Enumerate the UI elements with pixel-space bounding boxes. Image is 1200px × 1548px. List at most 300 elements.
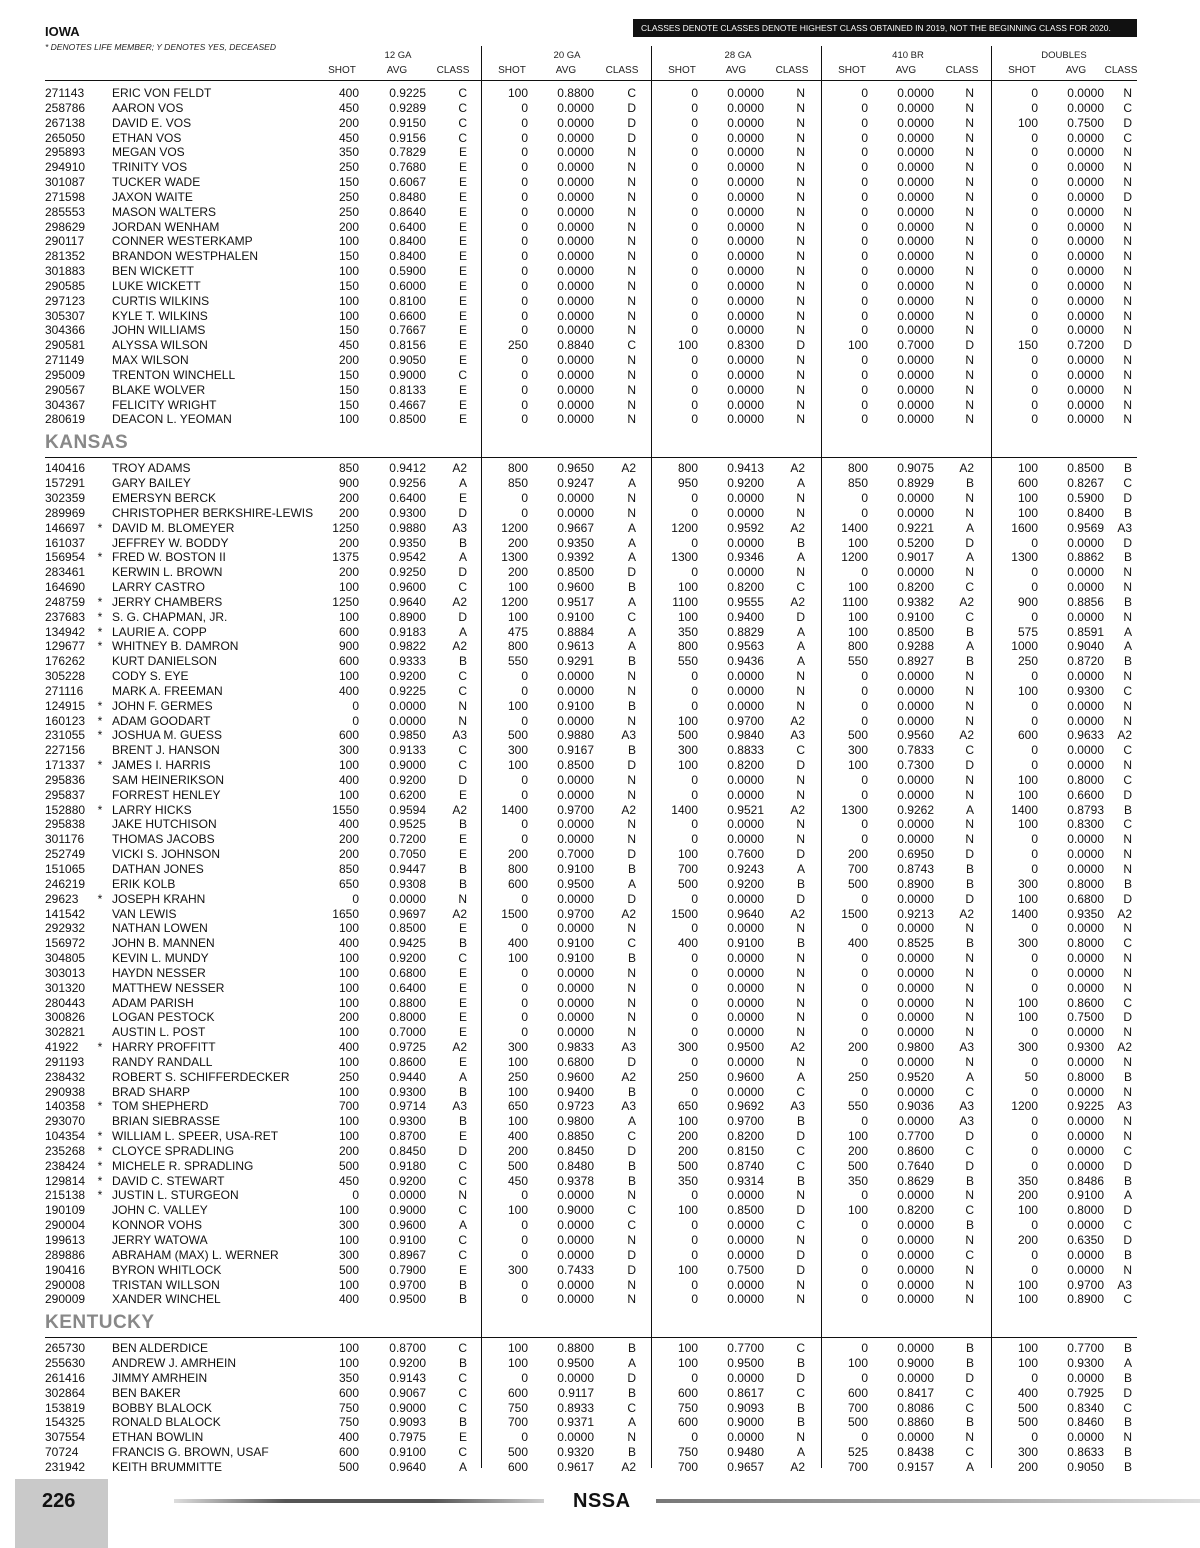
avg-12ga: 0.9289 <box>389 100 426 115</box>
shot-doubles: 600 <box>1017 476 1038 491</box>
class-12ga: C <box>458 1370 467 1385</box>
class-doubles: D <box>1123 787 1132 802</box>
shot-12ga: 100 <box>338 758 359 773</box>
member-name: FORREST HENLEY <box>112 787 221 802</box>
class-20ga: C <box>627 936 636 951</box>
class-20ga: N <box>627 713 636 728</box>
shot-28ga: 100 <box>677 1341 698 1356</box>
avg-410: 0.0000 <box>897 219 934 234</box>
shot-28ga: 0 <box>691 130 698 145</box>
shot-28ga: 0 <box>691 412 698 427</box>
shot-410: 100 <box>847 535 868 550</box>
table-row <box>0 877 1200 892</box>
avg-doubles: 0.0000 <box>1067 965 1104 980</box>
class-20ga: A3 <box>621 1040 636 1055</box>
member-name: CURTIS WILKINS <box>112 293 210 308</box>
class-doubles: N <box>1123 980 1132 995</box>
class-410: N <box>965 832 974 847</box>
shot-12ga: 1550 <box>332 802 359 817</box>
avg-410: 0.0000 <box>897 234 934 249</box>
shot-12ga: 750 <box>338 1400 359 1415</box>
table-row <box>0 699 1200 714</box>
shot-410: 800 <box>847 639 868 654</box>
member-name: BEN WICKETT <box>112 264 195 279</box>
avg-20ga: 0.9291 <box>557 654 594 669</box>
avg-12ga: 0.0000 <box>389 1188 426 1203</box>
avg-20ga: 0.9378 <box>557 1173 594 1188</box>
class-410: B <box>965 1415 974 1430</box>
table-row <box>0 580 1200 595</box>
shot-28ga: 0 <box>691 115 698 130</box>
avg-20ga: 0.8500 <box>557 758 594 773</box>
shot-12ga: 400 <box>338 936 359 951</box>
shot-410: 0 <box>861 1188 868 1203</box>
class-12ga: E <box>458 293 467 308</box>
shot-28ga: 0 <box>691 772 698 787</box>
class-28ga: D <box>796 1247 805 1262</box>
shot-20ga: 0 <box>521 234 528 249</box>
avg-doubles: 0.8633 <box>1067 1445 1104 1460</box>
table-row <box>0 996 1200 1011</box>
class-410: B <box>965 936 974 951</box>
class-12ga: C <box>458 683 467 698</box>
shot-410: 0 <box>861 308 868 323</box>
member-id: 265730 <box>45 1341 86 1356</box>
class-12ga: C <box>458 115 467 130</box>
member-name: BOBBY BLALOCK <box>112 1400 212 1415</box>
shot-12ga: 100 <box>338 1084 359 1099</box>
class-28ga: N <box>796 145 805 160</box>
shot-doubles: 100 <box>1017 772 1038 787</box>
class-20ga: N <box>627 308 636 323</box>
avg-doubles: 0.0000 <box>1067 1370 1104 1385</box>
class-12ga: B <box>458 1415 467 1430</box>
shot-28ga: 0 <box>691 891 698 906</box>
col-header-shot: SHOT <box>838 65 866 76</box>
shot-20ga: 100 <box>507 86 528 100</box>
table-row <box>0 145 1200 160</box>
avg-20ga: 0.0000 <box>557 505 594 520</box>
shot-20ga: 100 <box>507 609 528 624</box>
class-12ga: B <box>458 1292 467 1307</box>
avg-20ga: 0.9247 <box>557 476 594 491</box>
class-28ga: B <box>796 1415 805 1430</box>
avg-28ga: 0.8829 <box>727 624 764 639</box>
shot-410: 550 <box>847 654 868 669</box>
avg-28ga: 0.0000 <box>727 189 764 204</box>
member-name: JOSEPH KRAHN <box>112 891 206 906</box>
table-row <box>0 728 1200 743</box>
avg-28ga: 0.0000 <box>727 1084 764 1099</box>
member-name: JERRY WATOWA <box>112 1233 208 1247</box>
member-id: 285553 <box>45 204 86 219</box>
member-id: 227156 <box>45 743 86 758</box>
avg-20ga: 0.8884 <box>557 624 594 639</box>
avg-410: 0.0000 <box>897 772 934 787</box>
shot-28ga: 750 <box>677 1400 698 1415</box>
class-20ga: A <box>627 520 636 535</box>
shot-20ga: 250 <box>507 338 528 353</box>
member-id: 303013 <box>45 965 86 980</box>
class-12ga: E <box>458 1129 467 1144</box>
shot-410: 0 <box>861 1430 868 1445</box>
life-member-mark: * <box>97 758 103 773</box>
avg-doubles: 0.0000 <box>1067 862 1104 876</box>
avg-20ga: 0.0000 <box>557 1277 594 1292</box>
class-20ga: C <box>627 1400 636 1415</box>
col-header-avg: AVG <box>725 65 747 76</box>
class-28ga: N <box>796 412 805 427</box>
avg-20ga: 0.8840 <box>557 338 594 353</box>
class-doubles: N <box>1123 382 1132 397</box>
shot-12ga: 200 <box>338 1010 359 1025</box>
avg-28ga: 0.9521 <box>727 802 764 817</box>
class-12ga: D <box>458 772 467 787</box>
shot-12ga: 1375 <box>332 550 359 565</box>
col-header-class: CLASS <box>945 65 979 76</box>
avg-12ga: 0.9183 <box>389 624 426 639</box>
shot-doubles: 0 <box>1031 323 1038 338</box>
class-28ga: D <box>796 1262 805 1277</box>
shot-28ga: 0 <box>691 145 698 160</box>
avg-doubles: 0.0000 <box>1067 219 1104 234</box>
shot-28ga: 0 <box>691 160 698 175</box>
member-id: 153819 <box>45 1400 86 1415</box>
class-410: N <box>965 264 974 279</box>
class-28ga: D <box>796 338 805 353</box>
class-410: N <box>965 175 974 190</box>
avg-28ga: 0.0000 <box>727 965 764 980</box>
shot-28ga: 650 <box>677 1099 698 1114</box>
avg-doubles: 0.9569 <box>1067 520 1104 535</box>
shot-28ga: 0 <box>691 86 698 100</box>
avg-20ga: 0.0000 <box>557 204 594 219</box>
avg-20ga: 0.9800 <box>557 1114 594 1129</box>
shot-28ga: 0 <box>691 1247 698 1262</box>
avg-doubles: 0.0000 <box>1067 397 1104 412</box>
avg-12ga: 0.6400 <box>389 980 426 995</box>
class-20ga: N <box>627 204 636 219</box>
member-id: 252749 <box>45 847 86 862</box>
class-28ga: N <box>796 1277 805 1292</box>
member-id: 283461 <box>45 565 86 580</box>
class-12ga: B <box>458 654 467 669</box>
class-12ga: C <box>458 580 467 595</box>
shot-doubles: 600 <box>1017 728 1038 743</box>
shot-12ga: 200 <box>338 832 359 847</box>
avg-28ga: 0.0000 <box>727 353 764 368</box>
class-410: B <box>965 1341 974 1356</box>
member-name: JUSTIN L. STURGEON <box>112 1188 239 1203</box>
member-name: FRANCIS G. BROWN, USAF <box>112 1445 269 1460</box>
class-20ga: C <box>627 609 636 624</box>
avg-doubles: 0.8340 <box>1067 1400 1104 1415</box>
shot-doubles: 0 <box>1031 609 1038 624</box>
avg-doubles: 0.7500 <box>1067 1010 1104 1025</box>
class-410: C <box>965 743 974 758</box>
class-28ga: A <box>796 639 805 654</box>
avg-410: 0.9075 <box>897 461 934 476</box>
class-12ga: A3 <box>452 728 467 743</box>
avg-20ga: 0.0000 <box>557 683 594 698</box>
class-12ga: E <box>458 204 467 219</box>
class-20ga: A <box>627 476 636 491</box>
class-20ga: A <box>627 1114 636 1129</box>
footer-rule-left <box>174 1499 544 1503</box>
avg-12ga: 0.6800 <box>389 965 426 980</box>
shot-doubles: 100 <box>1017 1292 1038 1307</box>
member-name: BRAD SHARP <box>112 1084 191 1099</box>
shot-doubles: 1400 <box>1011 802 1038 817</box>
shot-410: 0 <box>861 382 868 397</box>
class-410: A2 <box>959 728 974 743</box>
class-28ga: N <box>796 308 805 323</box>
table-row <box>0 220 1200 235</box>
member-name: RONALD BLALOCK <box>112 1415 221 1430</box>
avg-12ga: 0.9725 <box>389 1040 426 1055</box>
class-doubles: N <box>1123 832 1132 847</box>
shot-28ga: 200 <box>677 1143 698 1158</box>
avg-12ga: 0.9412 <box>389 461 426 476</box>
table-row <box>0 1055 1200 1070</box>
shot-410: 0 <box>861 817 868 832</box>
shot-12ga: 350 <box>338 1370 359 1385</box>
avg-28ga: 0.0000 <box>727 1277 764 1292</box>
avg-20ga: 0.8500 <box>557 565 594 580</box>
class-doubles: N <box>1123 264 1132 279</box>
avg-doubles: 0.0000 <box>1067 1129 1104 1144</box>
shot-doubles: 0 <box>1031 293 1038 308</box>
life-member-mark: * <box>97 1040 103 1055</box>
class-410: N <box>965 1054 974 1069</box>
class-20ga: N <box>627 382 636 397</box>
member-id: 290008 <box>45 1277 86 1292</box>
member-id: 304367 <box>45 397 86 412</box>
class-12ga: E <box>458 397 467 412</box>
member-id: 246219 <box>45 876 86 891</box>
avg-12ga: 0.9697 <box>389 906 426 921</box>
member-id: 290567 <box>45 382 86 397</box>
table-row <box>0 1203 1200 1218</box>
shot-28ga: 0 <box>691 323 698 338</box>
member-id: 146697 <box>45 520 86 535</box>
section-rule <box>45 1337 1137 1338</box>
table-row <box>0 1292 1200 1307</box>
class-20ga: A <box>627 1356 636 1371</box>
member-id: 290585 <box>45 278 86 293</box>
shot-410: 600 <box>847 1385 868 1400</box>
class-410: N <box>965 669 974 684</box>
class-28ga: A2 <box>790 594 805 609</box>
class-410: N <box>965 145 974 160</box>
avg-28ga: 0.0000 <box>727 145 764 160</box>
shot-12ga: 100 <box>338 1114 359 1129</box>
member-name: AARON VOS <box>112 100 184 115</box>
member-id: 265050 <box>45 130 86 145</box>
avg-doubles: 0.0000 <box>1067 234 1104 249</box>
shot-410: 350 <box>847 1173 868 1188</box>
avg-20ga: 0.0000 <box>557 491 594 505</box>
class-doubles: D <box>1123 1158 1132 1173</box>
class-20ga: N <box>627 505 636 520</box>
table-row <box>0 234 1200 249</box>
class-28ga: A <box>796 862 805 876</box>
shot-12ga: 100 <box>338 1129 359 1144</box>
avg-20ga: 0.0000 <box>557 965 594 980</box>
shot-20ga: 100 <box>507 698 528 713</box>
class-28ga: A2 <box>790 1040 805 1055</box>
member-name: ERIC VON FELDT <box>112 86 212 100</box>
avg-410: 0.9036 <box>897 1099 934 1114</box>
shot-doubles: 50 <box>1024 1069 1038 1084</box>
avg-12ga: 0.6400 <box>389 219 426 234</box>
class-12ga: C <box>458 669 467 684</box>
avg-28ga: 0.0000 <box>727 698 764 713</box>
shot-20ga: 500 <box>507 1158 528 1173</box>
class-doubles: B <box>1123 1069 1132 1084</box>
table-row <box>0 951 1200 966</box>
class-12ga: A2 <box>452 802 467 817</box>
class-12ga: E <box>458 965 467 980</box>
shot-12ga: 250 <box>338 189 359 204</box>
avg-410: 0.0000 <box>897 1025 934 1040</box>
shot-12ga: 450 <box>338 338 359 353</box>
class-doubles: B <box>1123 1445 1132 1460</box>
shot-410: 200 <box>847 1040 868 1055</box>
shot-20ga: 0 <box>521 412 528 427</box>
table-row <box>0 1144 1200 1159</box>
avg-doubles: 0.0000 <box>1067 1247 1104 1262</box>
shot-doubles: 350 <box>1017 1173 1038 1188</box>
member-name: SAM HEINERIKSON <box>112 772 225 787</box>
class-20ga: A <box>627 535 636 550</box>
avg-28ga: 0.0000 <box>727 980 764 995</box>
shot-410: 500 <box>847 1158 868 1173</box>
class-doubles: D <box>1123 115 1132 130</box>
avg-410: 0.0000 <box>897 1114 934 1129</box>
avg-410: 0.8525 <box>897 936 934 951</box>
member-id: 304805 <box>45 951 86 966</box>
class-doubles: B <box>1123 461 1132 476</box>
class-410: N <box>965 278 974 293</box>
member-id: 154325 <box>45 1415 86 1430</box>
shot-12ga: 650 <box>338 876 359 891</box>
avg-12ga: 0.9600 <box>389 1218 426 1233</box>
avg-12ga: 0.5900 <box>389 264 426 279</box>
class-28ga: A3 <box>790 1099 805 1114</box>
class-20ga: C <box>627 1218 636 1233</box>
shot-12ga: 200 <box>338 353 359 368</box>
avg-12ga: 0.7975 <box>389 1430 426 1445</box>
member-name: DEACON L. YEOMAN <box>112 412 232 427</box>
shot-20ga: 550 <box>507 654 528 669</box>
avg-doubles: 0.0000 <box>1067 1158 1104 1173</box>
avg-20ga: 0.0000 <box>557 367 594 382</box>
avg-28ga: 0.7600 <box>727 847 764 862</box>
avg-12ga: 0.9333 <box>389 654 426 669</box>
member-id: 164690 <box>45 580 86 595</box>
shot-410: 0 <box>861 219 868 234</box>
avg-12ga: 0.8900 <box>389 609 426 624</box>
avg-doubles: 0.6600 <box>1067 787 1104 802</box>
class-28ga: N <box>796 234 805 249</box>
member-name: XANDER WINCHEL <box>112 1292 221 1307</box>
class-12ga: C <box>458 951 467 966</box>
avg-doubles: 0.7500 <box>1067 115 1104 130</box>
shot-20ga: 0 <box>521 308 528 323</box>
member-name: VAN LEWIS <box>112 906 177 921</box>
class-12ga: A <box>458 1069 467 1084</box>
shot-410: 0 <box>861 980 868 995</box>
shot-12ga: 200 <box>338 115 359 130</box>
shot-doubles: 250 <box>1017 654 1038 669</box>
class-28ga: N <box>796 397 805 412</box>
class-410: N <box>965 683 974 698</box>
avg-28ga: 0.0000 <box>727 995 764 1010</box>
class-28ga: D <box>796 891 805 906</box>
class-28ga: N <box>796 219 805 234</box>
avg-28ga: 0.0000 <box>727 669 764 684</box>
shot-410: 0 <box>861 353 868 368</box>
avg-410: 0.9288 <box>897 639 934 654</box>
shot-doubles: 0 <box>1031 264 1038 279</box>
class-12ga: E <box>458 491 467 505</box>
member-name: CONNER WESTERKAMP <box>112 234 253 249</box>
avg-410: 0.0000 <box>897 189 934 204</box>
shot-20ga: 0 <box>521 189 528 204</box>
class-20ga: A <box>627 550 636 565</box>
avg-410: 0.9520 <box>897 1069 934 1084</box>
class-28ga: N <box>796 965 805 980</box>
shot-28ga: 800 <box>677 461 698 476</box>
shot-12ga: 200 <box>338 219 359 234</box>
shot-410: 0 <box>861 832 868 847</box>
class-20ga: D <box>627 130 636 145</box>
avg-28ga: 0.0000 <box>727 1010 764 1025</box>
class-doubles: N <box>1123 580 1132 595</box>
table-row <box>0 788 1200 803</box>
avg-doubles: 0.0000 <box>1067 580 1104 595</box>
shot-12ga: 250 <box>338 1069 359 1084</box>
avg-410: 0.0000 <box>897 505 934 520</box>
avg-doubles: 0.0000 <box>1067 535 1104 550</box>
member-id: 294910 <box>45 160 86 175</box>
class-doubles: D <box>1123 189 1132 204</box>
avg-20ga: 0.0000 <box>557 772 594 787</box>
class-20ga: N <box>627 683 636 698</box>
shot-doubles: 0 <box>1031 308 1038 323</box>
avg-12ga: 0.8800 <box>389 995 426 1010</box>
member-id: 141542 <box>45 906 86 921</box>
avg-28ga: 0.9500 <box>727 1356 764 1371</box>
class-doubles: A3 <box>1117 520 1132 535</box>
class-28ga: A <box>796 550 805 565</box>
class-12ga: D <box>458 1143 467 1158</box>
avg-28ga: 0.8617 <box>727 1385 764 1400</box>
header-rule <box>45 80 1137 81</box>
shot-410: 0 <box>861 1025 868 1040</box>
shot-28ga: 0 <box>691 669 698 684</box>
class-20ga: N <box>627 412 636 427</box>
class-20ga: D <box>627 891 636 906</box>
avg-28ga: 0.8200 <box>727 758 764 773</box>
avg-20ga: 0.0000 <box>557 278 594 293</box>
avg-20ga: 0.7433 <box>557 1262 594 1277</box>
shot-12ga: 200 <box>338 565 359 580</box>
avg-12ga: 0.9000 <box>389 367 426 382</box>
class-doubles: C <box>1123 772 1132 787</box>
member-name: TOM SHEPHERD <box>112 1099 209 1114</box>
